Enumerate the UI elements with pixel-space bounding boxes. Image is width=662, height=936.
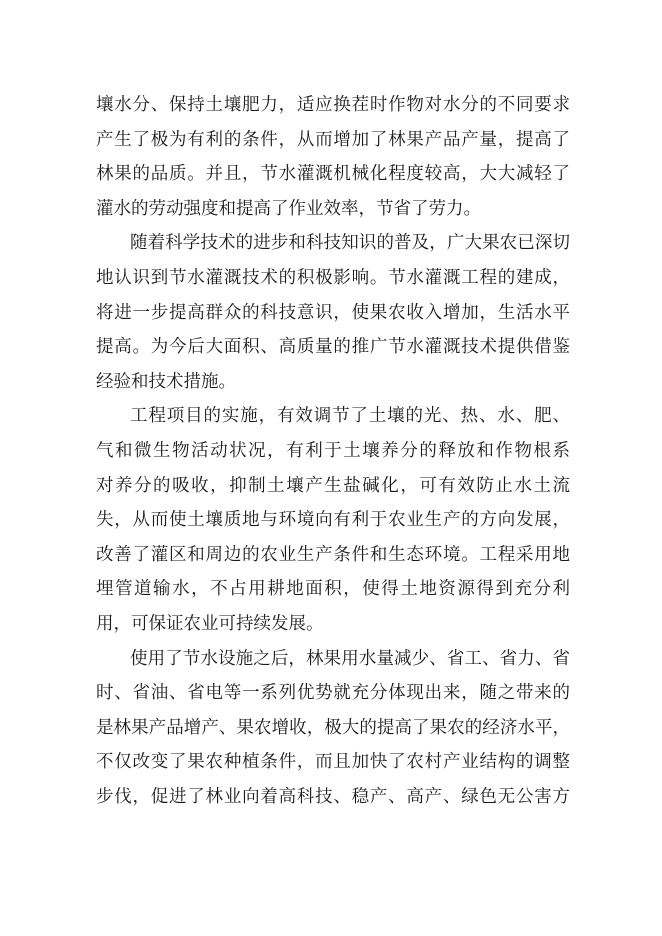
text-line-10: 工程项目的实施，有效调节了土壤的光、热、水、肥、: [130, 406, 570, 427]
text-line-3: 林果的品质。并且，节水灌溉机械化程度较高，大大减轻了: [96, 164, 570, 185]
text-line-5: 随着科学技术的进步和科技知识的普及，广大果农已深切: [130, 233, 570, 254]
text-line-21: 步伐，促进了林业向着高科技、稳产、高产、绿色无公害方: [96, 786, 570, 807]
text-line-15: 埋管道输水，不占用耕地面积，使得土地资源得到充分利: [96, 579, 570, 600]
text-line-20: 不仅改变了果农种植条件，而且加快了农村产业结构的调整: [96, 752, 570, 773]
text-line-2: 产生了极为有利的条件，从而增加了林果产品产量，提高了: [96, 129, 570, 150]
document-page: [96, 88, 570, 814]
text-line-9: 经验和技术措施。: [96, 371, 236, 392]
text-line-1: 壤水分、保持土壤肥力，适应换茬时作物对水分的不同要求: [96, 95, 570, 115]
text-line-6: 地认识到节水灌溉技术的积极影响。节水灌溉工程的建成，: [96, 267, 570, 288]
text-line-11: 气和微生物活动状况，有利于土壤养分的释放和作物根系: [96, 440, 570, 461]
text-line-14: 改善了灌区和周边的农业生产条件和生态环境。工程采用地: [96, 544, 570, 565]
text-line-4: 灌水的劳动强度和提高了作业效率，节省了劳力。: [96, 198, 481, 219]
text-line-12: 对养分的吸收，抑制土壤产生盐碱化，可有效防止水土流: [96, 475, 570, 496]
text-line-13: 失，从而使土壤质地与环境向有利于农业生产的方向发展，: [96, 510, 570, 531]
text-line-16: 用，可保证农业可持续发展。: [96, 613, 324, 634]
text-line-18: 时、省油、省电等一系列优势就充分体现出来，随之带来的: [96, 683, 570, 704]
text-line-17: 使用了节水设施之后，林果用水量减少、省工、省力、省: [130, 648, 570, 669]
text-line-19: 是林果产品增产、果农增收，极大的提高了果农的经济水平，: [96, 717, 570, 738]
text-line-8: 提高。为今后大面积、高质量的推广节水灌溉技术提供借鉴: [96, 337, 570, 358]
text-line-7: 将进一步提高群众的科技意识，使果农收入增加，生活水平: [96, 302, 570, 323]
